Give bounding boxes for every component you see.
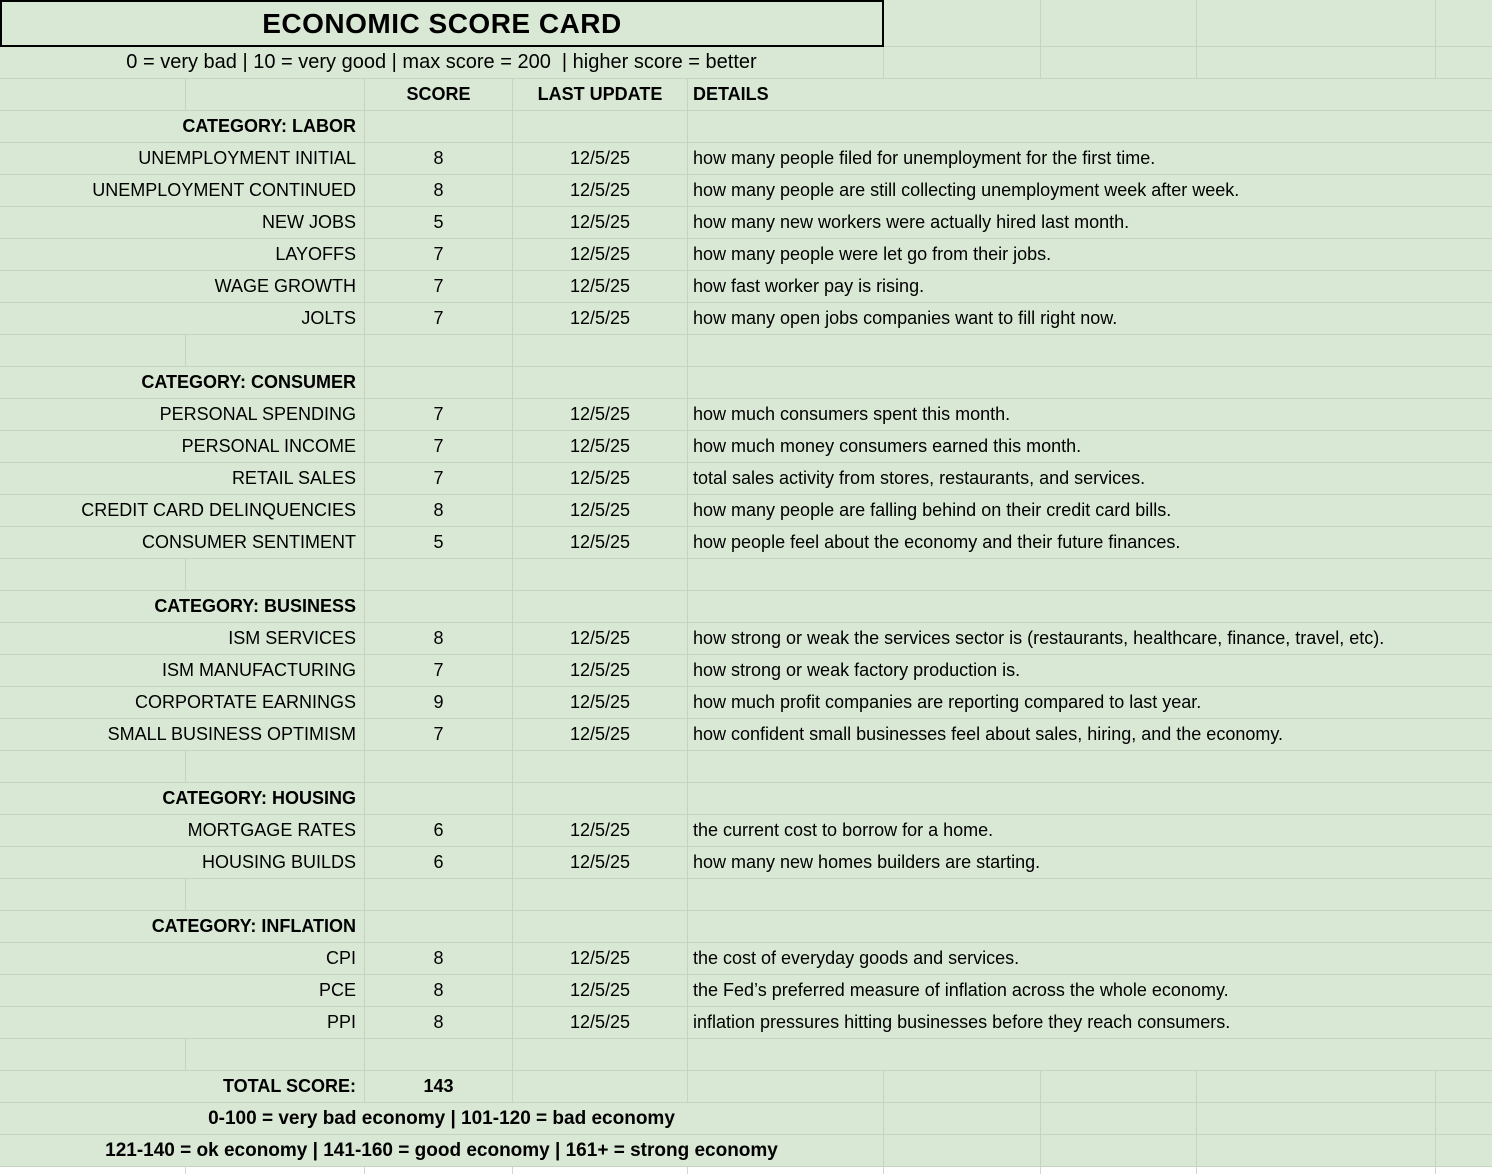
empty-cell[interactable] [0,1039,186,1070]
indicator-row [0,431,1492,463]
empty-score-cell[interactable] [365,367,513,398]
indicator-label-cell[interactable]: CREDIT CARD DELINQUENCIES [0,495,365,526]
indicator-label-cell[interactable]: UNEMPLOYMENT INITIAL [0,143,365,174]
empty-cell[interactable] [1436,1135,1492,1166]
indicator-label-cell[interactable]: WAGE GROWTH [0,271,365,302]
score-table-body [0,111,1492,1071]
category-cell[interactable]: CATEGORY: HOUSING [0,783,365,814]
empty-cell[interactable] [0,559,186,590]
empty-cell[interactable] [513,879,688,910]
last-update-cell[interactable]: 12/5/25 [513,655,688,686]
empty-cell[interactable] [884,1071,1041,1102]
empty-last-update-cell[interactable] [513,911,688,942]
empty-cell[interactable] [884,0,1041,47]
last-update-cell[interactable]: 12/5/25 [513,527,688,558]
empty-cell[interactable] [186,879,365,910]
details-cell[interactable]: how many open jobs companies want to fill right now. [693,308,1118,328]
indicator-row [0,207,1492,239]
empty-details-cell[interactable] [688,111,1492,142]
empty-details-cell[interactable] [688,783,1492,814]
empty-score-cell[interactable] [365,591,513,622]
indicator-label-cell[interactable]: LAYOFFS [0,239,365,270]
empty-cell[interactable] [0,879,186,910]
indicator-label-cell[interactable]: CORPORTATE EARNINGS [0,687,365,718]
score-cell[interactable]: 8 [365,495,513,526]
indicator-row [0,1007,1492,1039]
empty-cell[interactable] [884,1103,1041,1134]
score-cell[interactable]: 7 [365,463,513,494]
details-cell[interactable]: how much profit companies are reporting compared to last year. [693,692,1202,712]
indicator-row [0,655,1492,687]
category-cell[interactable]: CATEGORY: CONSUMER [0,367,365,398]
empty-score-cell[interactable] [365,111,513,142]
details-cell[interactable]: how many people filed for unemployment for the first time. [693,148,1156,168]
empty-last-update-cell[interactable] [513,783,688,814]
last-update-cell[interactable]: 12/5/25 [513,623,688,654]
empty-cell[interactable] [513,1167,688,1174]
details-cell[interactable]: how fast worker pay is rising. [693,276,925,296]
empty-cell[interactable] [1436,0,1492,47]
empty-cell[interactable] [1436,1103,1492,1134]
empty-cell[interactable] [1041,1071,1197,1102]
indicator-row [0,495,1492,527]
empty-cell[interactable] [365,879,513,910]
empty-cell[interactable] [513,1071,688,1102]
indicator-label-cell[interactable]: PCE [0,975,365,1006]
indicator-label-cell[interactable]: UNEMPLOYMENT CONTINUED [0,175,365,206]
details-cell[interactable]: how much money consumers earned this month. [693,436,1082,456]
empty-cell[interactable] [1197,1167,1436,1174]
category-cell[interactable]: CATEGORY: BUSINESS [0,591,365,622]
score-cell[interactable]: 6 [365,815,513,846]
indicator-row [0,623,1492,655]
empty-cell[interactable] [1197,1103,1436,1134]
last-update-column-header[interactable]: LAST UPDATE [513,79,688,110]
indicator-label-cell[interactable]: PERSONAL SPENDING [0,399,365,430]
empty-score-cell[interactable] [365,783,513,814]
empty-cell[interactable] [513,751,688,782]
indicator-row [0,527,1492,559]
score-cell[interactable]: 7 [365,431,513,462]
last-update-cell[interactable]: 12/5/25 [513,399,688,430]
indicator-label-cell[interactable]: JOLTS [0,303,365,334]
score-cell[interactable]: 8 [365,143,513,174]
indicator-row [0,847,1492,879]
legend-row-2 [0,1135,1492,1167]
indicator-label-cell[interactable]: MORTGAGE RATES [0,815,365,846]
last-update-cell[interactable]: 12/5/25 [513,463,688,494]
empty-last-update-cell[interactable] [513,591,688,622]
score-cell[interactable]: 7 [365,399,513,430]
empty-cell[interactable] [884,1167,1041,1174]
indicator-label-cell[interactable]: PERSONAL INCOME [0,431,365,462]
score-cell[interactable]: 7 [365,271,513,302]
category-row [0,367,1492,399]
details-cell[interactable]: how many new workers were actually hired last month. [693,212,1130,232]
spacer-row [0,335,1492,367]
indicator-row [0,815,1492,847]
last-update-cell[interactable]: 12/5/25 [513,687,688,718]
score-cell[interactable]: 8 [365,175,513,206]
indicator-label-cell[interactable]: CONSUMER SENTIMENT [0,527,365,558]
details-cell[interactable]: the Fed’s preferred measure of inflation across the whole economy. [693,980,1229,1000]
empty-cell[interactable] [688,879,1492,910]
score-cell[interactable]: 7 [365,239,513,270]
empty-cell[interactable] [1197,1071,1436,1102]
spacer-row [0,559,1492,591]
empty-details-cell[interactable] [688,367,1492,398]
empty-cell[interactable] [365,1039,513,1070]
indicator-row [0,239,1492,271]
last-update-cell[interactable]: 12/5/25 [513,943,688,974]
empty-cell[interactable] [365,1167,513,1174]
empty-cell[interactable] [688,751,1492,782]
empty-cell[interactable] [688,1071,884,1102]
details-cell[interactable]: how strong or weak the services sector is (restaurants, healthcare, finance, travel, etc). [693,628,1385,648]
empty-cell[interactable] [365,335,513,366]
score-column-header[interactable]: SCORE [365,79,513,110]
indicator-label-cell[interactable]: SMALL BUSINESS OPTIMISM [0,719,365,750]
empty-cell[interactable] [513,1039,688,1070]
details-cell[interactable]: inflation pressures hitting businesses before they reach consumers. [693,1012,1231,1032]
spacer-row [0,879,1492,911]
last-update-cell[interactable]: 12/5/25 [513,239,688,270]
empty-cell[interactable] [186,1039,365,1070]
empty-cell[interactable] [1041,1167,1197,1174]
last-update-cell[interactable]: 12/5/25 [513,719,688,750]
empty-cell[interactable] [186,559,365,590]
details-cell[interactable]: the cost of everyday goods and services. [693,948,1020,968]
indicator-label-cell[interactable]: ISM SERVICES [0,623,365,654]
indicator-label-cell[interactable]: CPI [0,943,365,974]
indicator-row [0,143,1492,175]
unformatted-row [0,1167,1492,1174]
subtitle-row [0,47,1492,79]
empty-cell[interactable] [1041,47,1197,78]
details-column-header[interactable]: DETAILS [693,84,769,104]
last-update-cell[interactable]: 12/5/25 [513,303,688,334]
last-update-cell[interactable]: 12/5/25 [513,175,688,206]
score-cell[interactable]: 5 [365,207,513,238]
details-cell[interactable]: total sales activity from stores, restaurants, and services. [693,468,1146,488]
indicator-label-cell[interactable]: NEW JOBS [0,207,365,238]
indicator-row [0,975,1492,1007]
empty-cell[interactable] [688,1167,884,1174]
total-score-row [0,1071,1492,1103]
indicator-row [0,943,1492,975]
empty-cell[interactable] [186,751,365,782]
details-cell[interactable]: how people feel about the economy and their future finances. [693,532,1181,552]
spacer-row [0,751,1492,783]
indicator-row [0,271,1492,303]
title-cell[interactable]: ECONOMIC SCORE CARD [0,0,884,47]
empty-cell[interactable] [0,1167,186,1174]
last-update-cell[interactable]: 12/5/25 [513,975,688,1006]
empty-details-cell[interactable] [688,911,1492,942]
details-cell[interactable]: how much consumers spent this month. [693,404,1011,424]
category-row [0,591,1492,623]
details-cell[interactable]: how many people are falling behind on their credit card bills. [693,500,1172,520]
empty-cell[interactable] [1197,1135,1436,1166]
empty-cell[interactable] [1436,47,1492,78]
column-header-row [0,79,1492,111]
empty-cell[interactable] [0,751,186,782]
empty-cell[interactable] [1436,1071,1492,1102]
category-cell[interactable]: CATEGORY: INFLATION [0,911,365,942]
empty-cell[interactable] [365,751,513,782]
last-update-cell[interactable]: 12/5/25 [513,271,688,302]
score-cell[interactable]: 8 [365,623,513,654]
last-update-cell[interactable]: 12/5/25 [513,495,688,526]
empty-cell[interactable] [884,47,1041,78]
empty-cell[interactable] [365,559,513,590]
empty-cell[interactable] [1197,47,1436,78]
category-cell[interactable]: CATEGORY: LABOR [0,111,365,142]
total-score-label-cell[interactable]: TOTAL SCORE: [0,1071,365,1102]
empty-cell[interactable] [186,335,365,366]
indicator-label-cell[interactable]: ISM MANUFACTURING [0,655,365,686]
empty-cell[interactable] [513,335,688,366]
score-cell[interactable]: 7 [365,719,513,750]
empty-cell[interactable] [688,559,1492,590]
empty-last-update-cell[interactable] [513,111,688,142]
score-cell[interactable]: 8 [365,943,513,974]
last-update-cell[interactable]: 12/5/25 [513,847,688,878]
empty-cell[interactable] [186,79,365,110]
details-cell[interactable]: how strong or weak factory production is. [693,660,1021,680]
indicator-row [0,719,1492,751]
score-cell[interactable]: 8 [365,1007,513,1038]
indicator-row [0,399,1492,431]
last-update-cell[interactable]: 12/5/25 [513,207,688,238]
empty-cell[interactable] [0,335,186,366]
empty-cell[interactable] [884,1135,1041,1166]
empty-cell[interactable] [1041,1135,1197,1166]
empty-cell[interactable] [1041,1103,1197,1134]
empty-cell[interactable] [1197,0,1436,47]
category-row [0,783,1492,815]
details-cell[interactable]: how many people are still collecting unemployment week after week. [693,180,1240,200]
empty-details-cell[interactable] [688,591,1492,622]
empty-cell[interactable] [1436,1167,1492,1174]
empty-cell[interactable] [688,1039,1492,1070]
last-update-cell[interactable]: 12/5/25 [513,1007,688,1038]
empty-cell[interactable] [513,559,688,590]
indicator-row [0,303,1492,335]
score-cell[interactable]: 8 [365,975,513,1006]
score-cell[interactable]: 9 [365,687,513,718]
score-cell[interactable]: 5 [365,527,513,558]
legend-high-range-cell[interactable]: 121-140 = ok economy | 141-160 = good economy | 161+ = strong economy [0,1135,884,1166]
indicator-row [0,463,1492,495]
score-cell[interactable]: 7 [365,655,513,686]
empty-score-cell[interactable] [365,911,513,942]
empty-cell[interactable] [1041,0,1197,47]
indicator-label-cell[interactable]: RETAIL SALES [0,463,365,494]
details-cell[interactable]: how many people were let go from their jobs. [693,244,1052,264]
indicator-label-cell[interactable]: PPI [0,1007,365,1038]
last-update-cell[interactable]: 12/5/25 [513,431,688,462]
title-row [0,0,1492,47]
indicator-label-cell[interactable]: HOUSING BUILDS [0,847,365,878]
details-cell[interactable]: how confident small businesses feel about sales, hiring, and the economy. [693,724,1284,744]
last-update-cell[interactable]: 12/5/25 [513,143,688,174]
score-cell[interactable]: 6 [365,847,513,878]
empty-cell[interactable] [0,79,186,110]
scoring-key-cell[interactable]: 0 = very bad | 10 = very good | max score = 200 | higher score = better [0,47,884,78]
score-cell[interactable]: 7 [365,303,513,334]
details-cell[interactable]: the current cost to borrow for a home. [693,820,994,840]
empty-last-update-cell[interactable] [513,367,688,398]
legend-low-range-cell[interactable]: 0-100 = very bad economy | 101-120 = bad economy [0,1103,884,1134]
indicator-row [0,687,1492,719]
last-update-cell[interactable]: 12/5/25 [513,815,688,846]
total-score-value-cell[interactable]: 143 [365,1071,513,1102]
indicator-row [0,175,1492,207]
legend-row-1 [0,1103,1492,1135]
empty-cell[interactable] [688,335,1492,366]
empty-cell[interactable] [186,1167,365,1174]
details-cell[interactable]: how many new homes builders are starting. [693,852,1041,872]
category-row [0,911,1492,943]
spacer-row [0,1039,1492,1071]
category-row [0,111,1492,143]
